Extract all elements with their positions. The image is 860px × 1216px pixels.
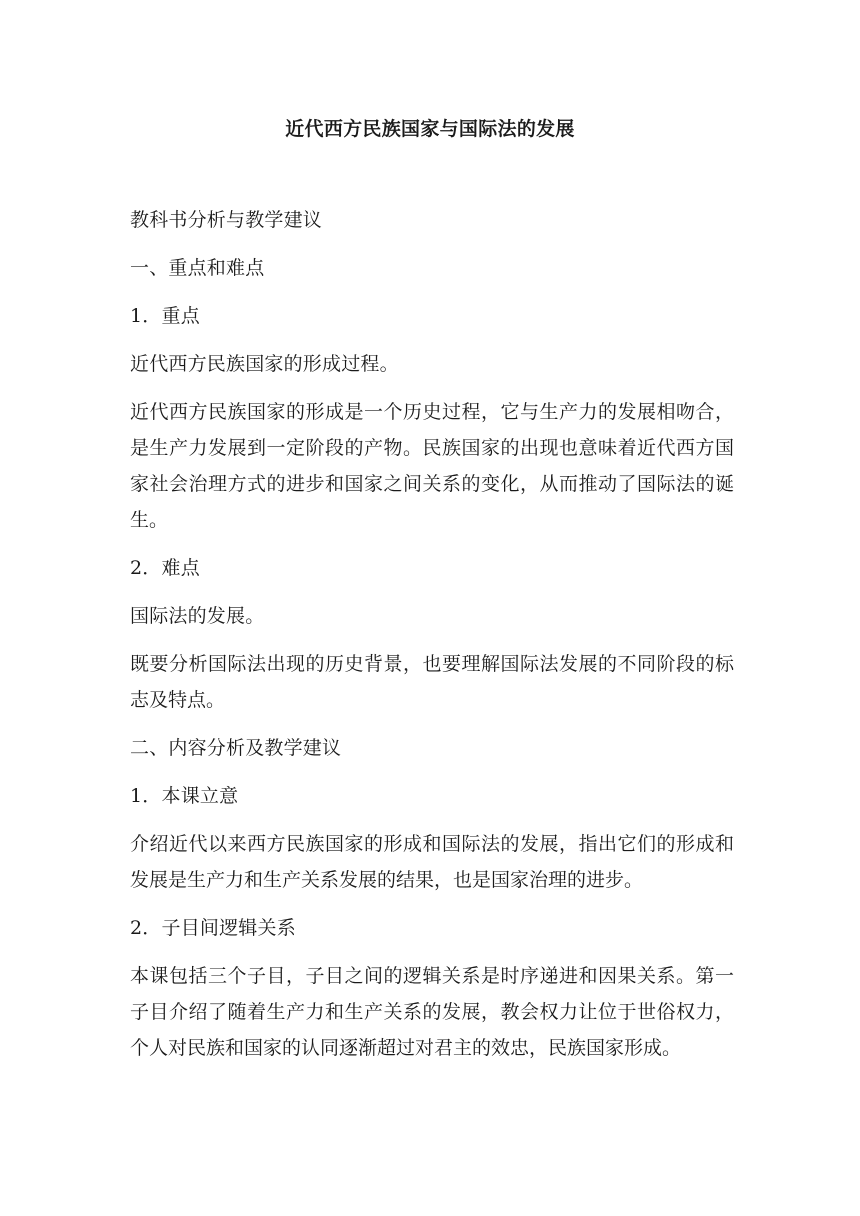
item-heading-focus: 1．重点 xyxy=(130,305,200,327)
item-heading-intent: 1．本课立意 xyxy=(130,785,239,807)
main-heading: 教科书分析与教学建议 xyxy=(130,209,323,231)
intent-paragraph: 介绍近代以来西方民族国家的形成和国际法的发展，指出它们的形成和发展是生产力和生产关系发展的结果，也是国家治理的进步。 xyxy=(130,833,734,891)
focus-paragraph: 近代西方民族国家的形成是一个历史过程，它与生产力的发展相吻合，是生产力发展到一定阶段的产物。民族国家的出现也意味着近代西方国家社会治理方式的进步和国家之间关系的变化，从而推动了国际法的诞生。 xyxy=(130,401,734,531)
difficulty-topic: 国际法的发展。 xyxy=(130,605,265,627)
logic-paragraph: 本课包括三个子目，子目之间的逻辑关系是时序递进和因果关系。第一子目介绍了随着生产力和生产关系的发展，教会权力让位于世俗权力，个人对民族和国家的认同逐渐超过对君主的效忠，民族国家形成。 xyxy=(130,965,734,1059)
item-heading-difficulty: 2．难点 xyxy=(130,557,200,579)
focus-topic: 近代西方民族国家的形成过程。 xyxy=(130,353,399,375)
document-title: 近代西方民族国家与国际法的发展 xyxy=(285,118,575,140)
section-heading-key-points: 一、重点和难点 xyxy=(130,257,265,279)
difficulty-paragraph: 既要分析国际法出现的历史背景，也要理解国际法发展的不同阶段的标志及特点。 xyxy=(130,653,734,711)
document-body xyxy=(130,202,734,1078)
item-heading-logic: 2．子目间逻辑关系 xyxy=(130,917,296,939)
section-heading-analysis: 二、内容分析及教学建议 xyxy=(130,737,342,759)
